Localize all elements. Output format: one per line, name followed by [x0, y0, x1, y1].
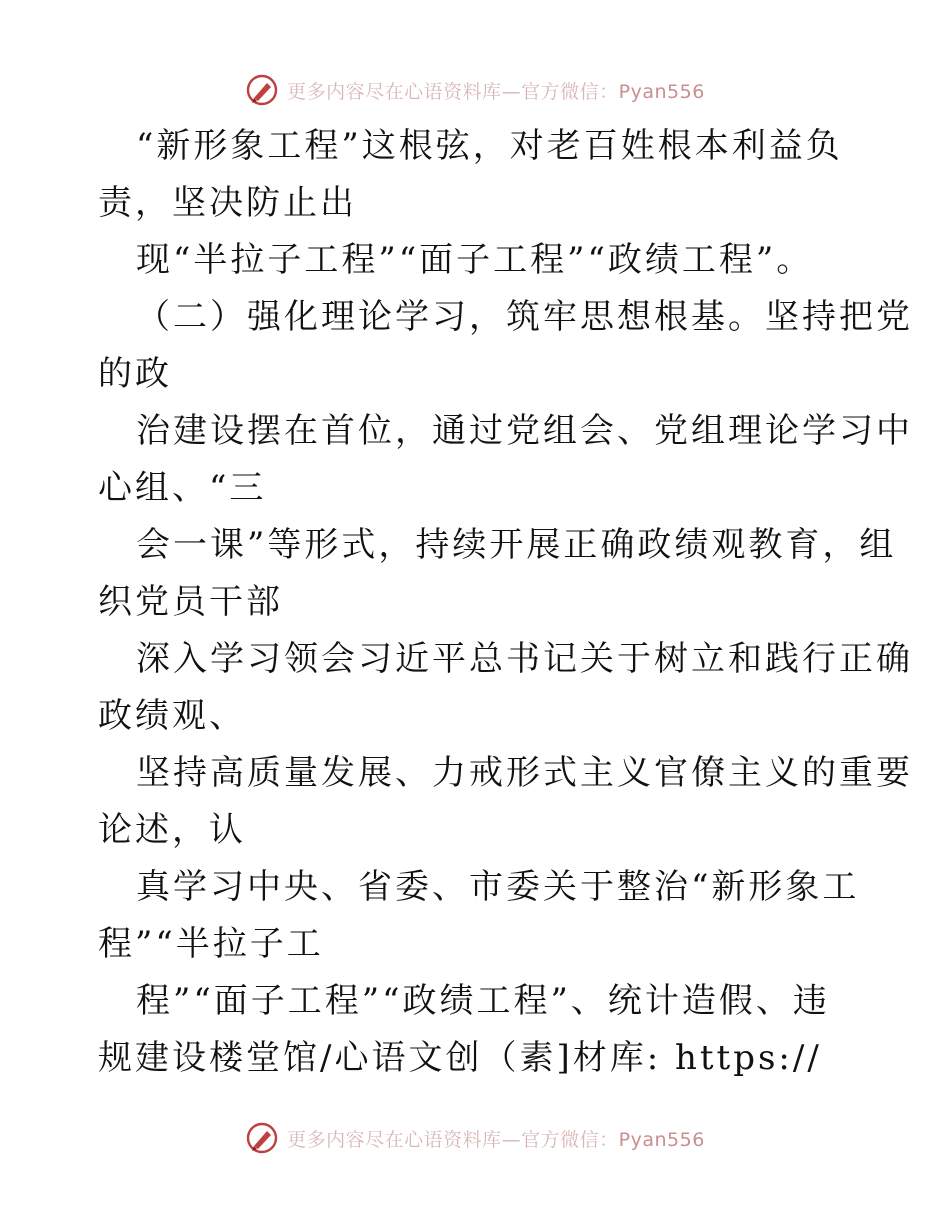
footer-banner-label: 更多内容尽在心语资料库—官方微信： — [287, 1128, 619, 1151]
body-line: 论述，认 — [98, 810, 246, 850]
body-line: 的政 — [98, 354, 172, 394]
body-line: 治建设摆在首位，通过党组会、党组理论学习中 — [136, 411, 913, 451]
pen-logo-icon — [245, 73, 279, 107]
pen-logo-icon — [245, 1121, 279, 1155]
document-body — [98, 118, 913, 1087]
body-line: 深入学习领会习近平总书记关于树立和践行正确 — [136, 639, 913, 679]
body-line: 会一课”等形式，持续开展正确政绩观教育，组 — [136, 525, 897, 565]
body-line: 规建设楼堂馆/心语文创（素]材库: https:// — [98, 1038, 822, 1078]
body-line: 坚持高质量发展、力戒形式主义官僚主义的重要 — [136, 753, 913, 793]
body-line: （二）强化理论学习，筑牢思想根基。坚持把党 — [136, 297, 913, 337]
body-line: 责，坚决防止出 — [98, 183, 357, 223]
body-line: “新形象工程”这根弦，对老百姓根本利益负 — [136, 126, 843, 166]
body-line: 心组、“三 — [98, 468, 267, 508]
body-line: 现“半拉子工程”“面子工程”“政绩工程”。 — [136, 240, 814, 280]
body-line: 程”“面子工程”“政绩工程”、统计造假、违 — [136, 981, 830, 1021]
footer-banner-id: Pyan556 — [618, 1128, 705, 1151]
body-line: 程”“半拉子工 — [98, 924, 324, 964]
footer-banner — [0, 1118, 950, 1158]
body-line: 政绩观、 — [98, 696, 246, 736]
header-banner — [0, 70, 950, 110]
header-banner-text — [287, 77, 705, 104]
body-line: 织党员干部 — [98, 582, 283, 622]
body-line: 真学习中央、省委、市委关于整治“新形象工 — [136, 867, 860, 907]
header-banner-id: Pyan556 — [618, 80, 705, 103]
footer-banner-text — [287, 1125, 705, 1152]
header-banner-label: 更多内容尽在心语资料库—官方微信： — [287, 80, 619, 103]
